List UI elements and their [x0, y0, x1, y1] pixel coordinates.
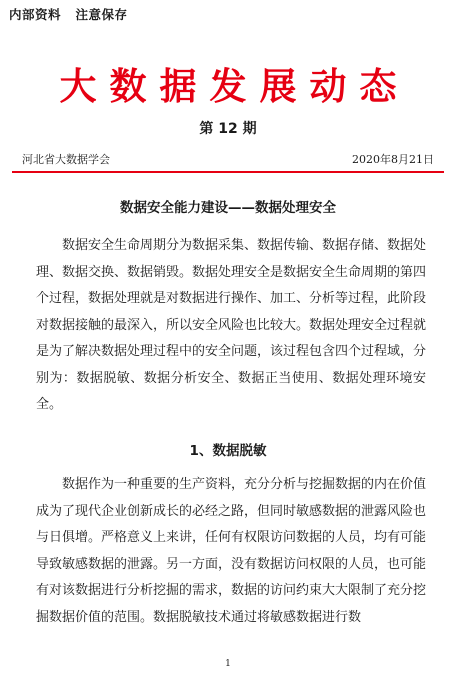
masthead-title: 大数据发展动态 [59, 64, 410, 108]
issue-number: 第 12 期 [199, 121, 257, 137]
publisher-name: 河北省大数据学会 [22, 153, 110, 166]
page-number: 1 [225, 659, 231, 669]
publication-meta [22, 153, 434, 167]
section-heading: 1、数据脱敏 [189, 443, 267, 459]
body-paragraph: 数据安全生命周期分为数据采集、数据传输、数据存储、数据处理、数据交换、数据销毁。数据处理安全是数据安全生命周期的第四个过程，数据处理就是对数据进行操作、加工、分析等过程，此阶段对数据接触的最深入，所以安全风险也比较大。数据处理安全过程就是为了解决数据处理过程中的安全问题，该过程包含四个过程域，分别为：数据脱敏、数据分析安全、数据正当使用、数据处理环境安全。 [36, 238, 427, 412]
article-title: 数据安全能力建设——数据处理安全 [120, 200, 336, 216]
publication-date: 2020年8月21日 [352, 153, 434, 166]
header-divider [12, 171, 444, 173]
classification-label: 内部资料 注意保存 [9, 7, 128, 22]
body-paragraph: 数据作为一种重要的生产资料，充分分析与挖掘数据的内在价值成为了现代企业创新成长的必经之路，但同时敏感数据的泄露风险也与日俱增。严格意义上来讲，任何有权限访问数据的人员，均有可能导致敏感数据的泄露。另一方面，没有数据访问权限的人员，也可能有对该数据进行分析挖掘的需求，数据的访问约束大大限制了充分挖掘数据价值的范围。数据脱敏技术通过将敏感数据进行数 [36, 477, 427, 625]
